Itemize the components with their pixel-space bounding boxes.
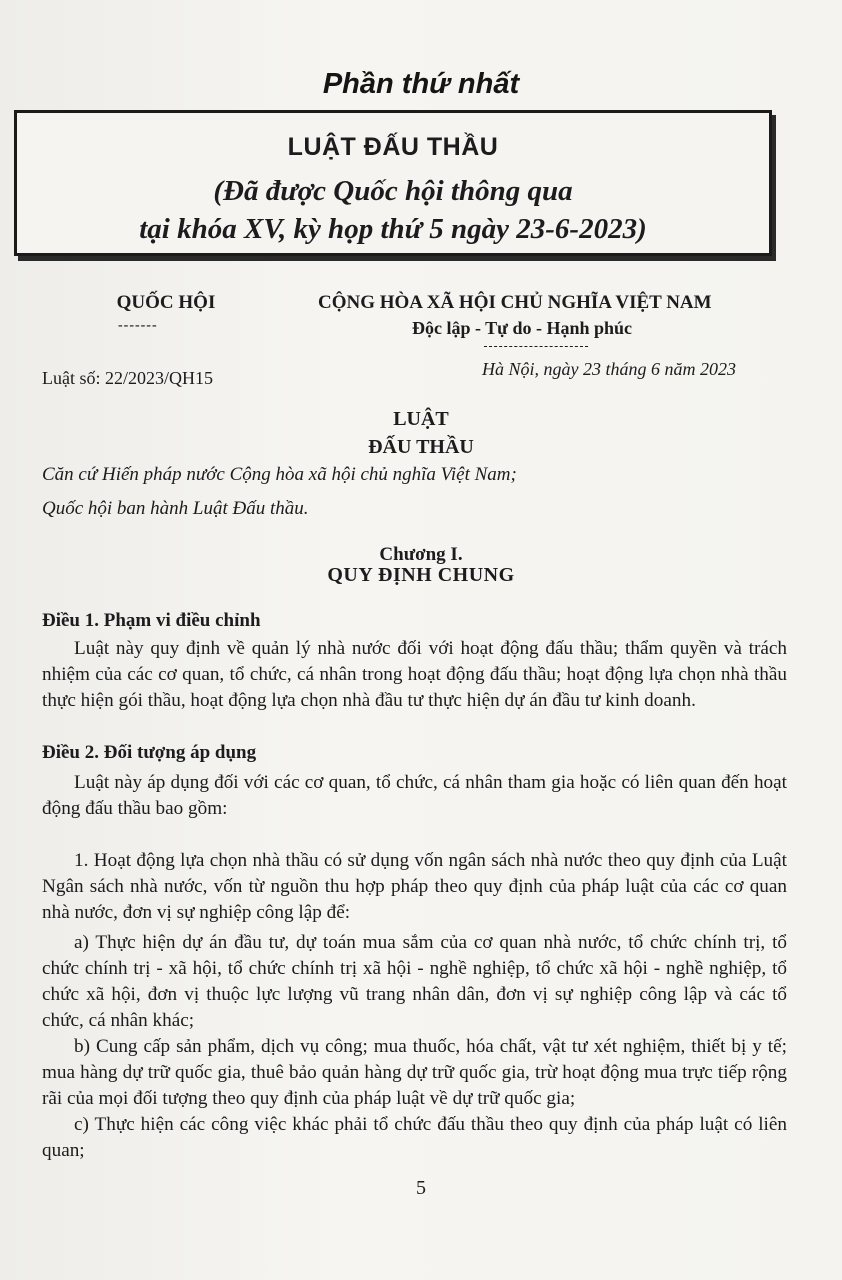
document-name: ĐẤU THẦU — [368, 436, 474, 458]
article-2-item-c: c) Thực hiện các công việc khác phải tổ chức đấu thầu theo quy định của pháp luật có liên quan; — [42, 1114, 787, 1161]
article-2-item-a: a) Thực hiện dự án đầu tư, dự toán mua sắm của cơ quan nhà nước, tổ chức chính trị, tổ chức chính trị - xã hội, tổ chức chính trị xã hội - nghề nghiệp, tổ chức xã hội - nghề nghiệp, tổ chức xã hội, đơn vị thuộc lực lượng vũ trang nhân dân, đơn vị sự nghiệp công lập và các tổ chức, cá nhân khác; — [42, 932, 787, 1031]
legal-basis-1: Căn cứ Hiến pháp nước Cộng hòa xã hội chủ nghĩa Việt Nam; — [42, 464, 517, 485]
law-subtitle-line-2: tại khóa XV, kỳ họp thứ 5 ngày 23-6-2023) — [139, 213, 647, 245]
article-2-heading: Điều 2. Đối tượng áp dụng — [42, 742, 257, 763]
chapter-number: Chương I. — [379, 544, 463, 565]
document-type: LUẬT — [393, 408, 449, 430]
chapter-name: QUY ĐỊNH CHUNG — [327, 564, 515, 586]
legal-basis-2: Quốc hội ban hành Luật Đấu thầu. — [42, 498, 309, 519]
article-1-text: Luật này quy định về quản lý nhà nước đối với hoạt động đấu thầu; thẩm quyền và trách nhiệm của các cơ quan, tổ chức, cá nhân trong hoạt động đấu thầu; hoạt động lựa chọn nhà thầu thực hiện gói thầu, hoạt động lựa chọn nhà đầu tư thực hiện dự án đầu tư kinh doanh. — [42, 638, 787, 711]
issuer-divider: ------- — [118, 318, 158, 333]
page-number: 5 — [416, 1177, 426, 1199]
place-date: Hà Nội, ngày 23 tháng 6 năm 2023 — [482, 359, 736, 379]
article-1-heading: Điều 1. Phạm vi điều chỉnh — [42, 610, 261, 631]
article-2-item-1: 1. Hoạt động lựa chọn nhà thầu có sử dụng vốn ngân sách nhà nước theo quy định của Luật Ngân sách nhà nước, vốn từ nguồn thu hợp pháp theo quy định của pháp luật của các cơ quan nhà nước, đơn vị sự nghiệp công lập để: — [42, 850, 787, 923]
law-number: Luật số: 22/2023/QH15 — [42, 368, 213, 388]
issuer: QUỐC HỘI — [116, 292, 216, 313]
article-2-intro: Luật này áp dụng đối với các cơ quan, tổ chức, cá nhân tham gia hoặc có liên quan đến hoạt động đấu thầu bao gồm: — [42, 772, 787, 819]
national-motto: Độc lập - Tự do - Hạnh phúc — [412, 318, 633, 338]
article-2-item-b: b) Cung cấp sản phẩm, dịch vụ công; mua thuốc, hóa chất, vật tư xét nghiệm, thiết bị y tế; mua hàng dự trữ quốc gia, thuê bảo quản hàng dự trữ quốc gia, trừ hoạt động mua trực tiếp rộng rãi của mọi đối tượng theo quy định của pháp luật về dự trữ quốc gia; — [42, 1036, 787, 1109]
motto-underline — [484, 346, 588, 347]
republic-heading: CỘNG HÒA XÃ HỘI CHỦ NGHĨA VIỆT NAM — [318, 292, 712, 313]
law-title: LUẬT ĐẤU THẦU — [287, 133, 499, 161]
law-title-box — [14, 110, 772, 256]
law-subtitle-line-1: (Đã được Quốc hội thông qua — [213, 175, 573, 207]
part-title: Phần thứ nhất — [322, 68, 520, 100]
